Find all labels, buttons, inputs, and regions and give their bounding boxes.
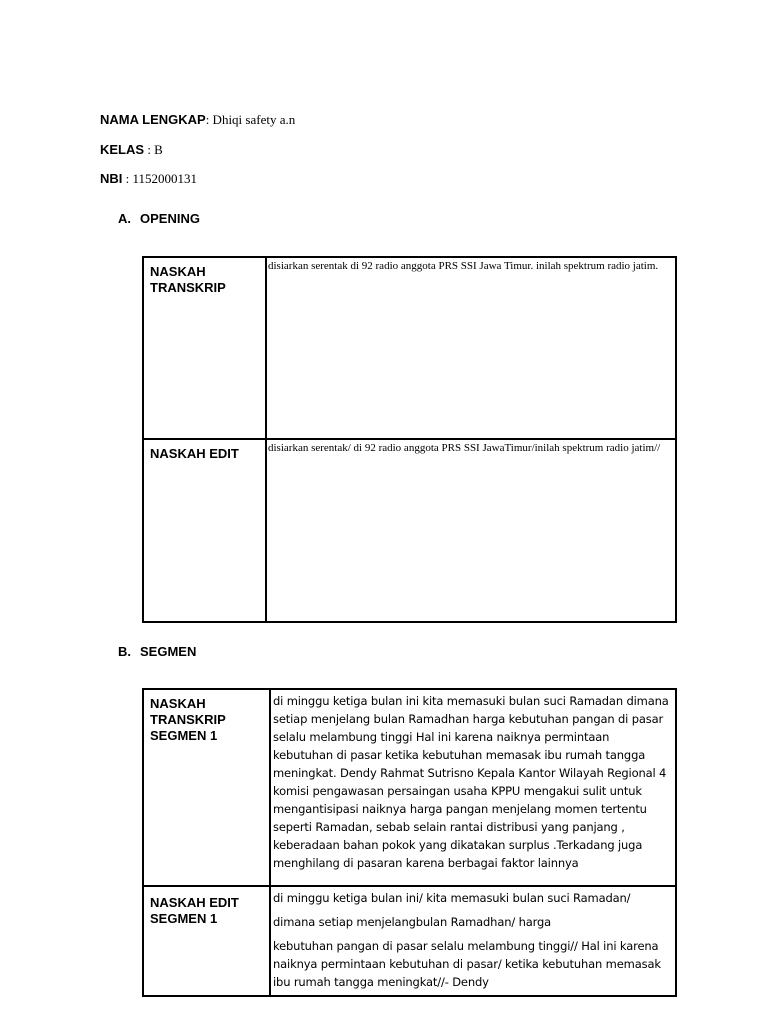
section-b-title: SEGMEN — [140, 644, 197, 659]
section-b-heading — [118, 644, 196, 659]
segmen-edit-text — [270, 886, 676, 996]
opening-edit-text: disiarkan serentak/ di 92 radio anggota PRS SSI JawaTimur/inilah spektrum radio jatim// — [266, 439, 676, 622]
segmen-edit-paragraph: kebutuhan pangan di pasar selalu melambung tinggi// Hal ini karena naiknya permintaan kebutuhan di pasar/ ketika kebutuhan memasak ibu rumah tangga meningkat//- Dendy — [273, 939, 661, 989]
opening-table — [142, 256, 677, 623]
opening-edit-label: NASKAH EDIT — [143, 439, 266, 622]
segmen-transkrip-text: di minggu ketiga bulan ini kita memasuki bulan suci Ramadan dimana setiap menjelang bulan Ramadhan harga kebutuhan pangan di pasar selalu melambung tinggi Hal ini karena naiknya permintaan kebutuhan di pasar ketika kebutuhan memasak ibu rumah tangga meningkat. Dendy Rahmat Sutrisno Kepala Kantor Wilayah Regional 4 komisi pengawasan persaingan usaha KPPU mengakui sulit untuk mengantisipasi naiknya harga pangan menjelang momen tertentu seperti Ramadan, sebab selain rantai distribusi yang panjang , keberadaan bahan pokok yang dikatakan surplus .Terkadang juga menghilang di pasaran karena berbagai faktor lainnya — [270, 689, 676, 886]
segmen-table — [142, 688, 677, 997]
nbi-line — [100, 171, 197, 187]
table-row — [143, 886, 676, 996]
opening-transkrip-text: disiarkan serentak di 92 radio anggota PRS SSI Jawa Timur. inilah spektrum radio jatim. — [266, 257, 676, 439]
table-row — [143, 689, 676, 886]
kelas-label: KELAS — [100, 142, 145, 157]
segmen-transkrip-label: NASKAH TRANSKRIP SEGMEN 1 — [143, 689, 270, 886]
nama-label: NAMA LENGKAP — [100, 112, 206, 127]
section-b-number: B. — [118, 644, 131, 659]
kelas-value: : B — [144, 142, 163, 157]
table-row — [143, 257, 676, 439]
table-row — [143, 439, 676, 622]
nbi-label: NBI — [100, 171, 123, 186]
kelas-line — [100, 142, 163, 158]
nama-value: : Dhiqi safety a.n — [205, 112, 296, 127]
section-a-title: OPENING — [140, 211, 200, 226]
nama-line — [100, 112, 295, 128]
segmen-edit-label: NASKAH EDIT SEGMEN 1 — [143, 886, 270, 996]
segmen-edit-paragraph: di minggu ketiga bulan ini/ kita memasuki bulan suci Ramadan/ — [273, 891, 631, 905]
section-a-number: A. — [118, 211, 131, 226]
opening-transkrip-label: NASKAH TRANSKRIP — [143, 257, 266, 439]
section-a-heading — [118, 211, 200, 226]
nbi-value: : 1152000131 — [122, 171, 198, 186]
segmen-edit-paragraph: dimana setiap menjelangbulan Ramadhan/ harga — [273, 915, 552, 929]
